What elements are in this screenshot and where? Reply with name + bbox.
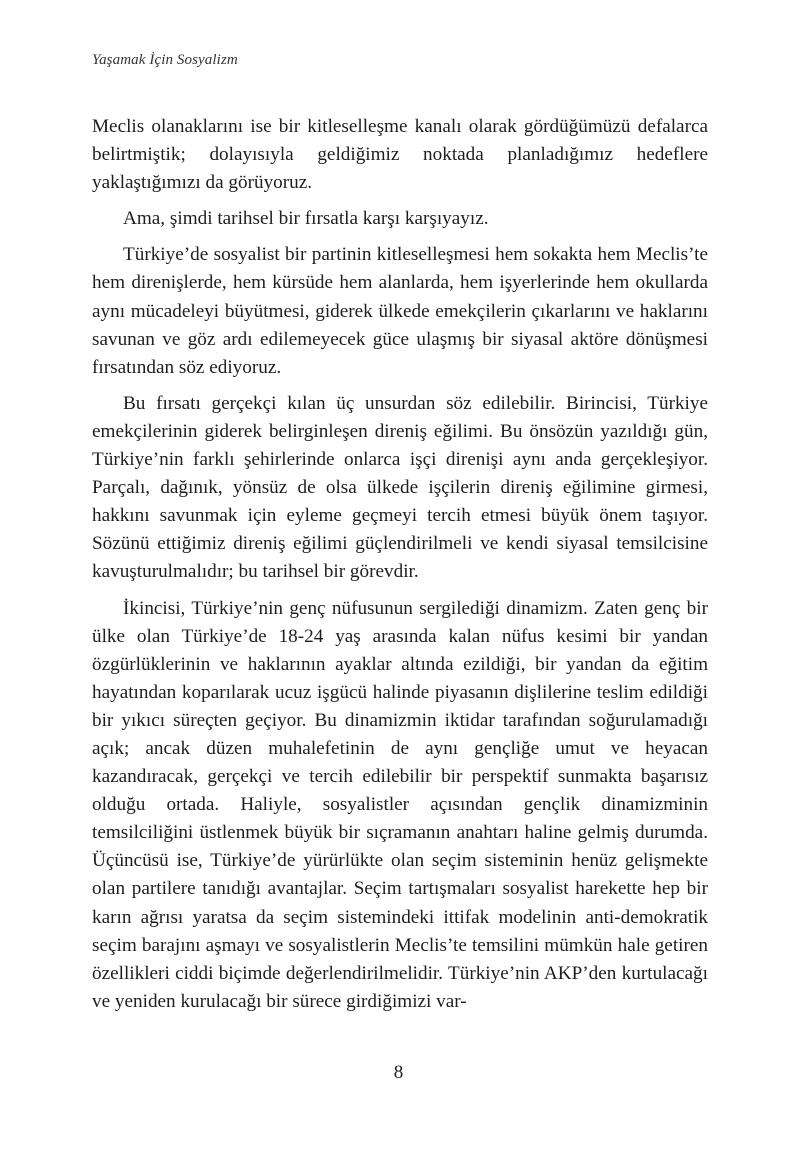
paragraph: Meclis olanaklarını ise bir kitleselleşme kanalı olarak gördüğümüzü defalarca belirtmiştik; dolayısıyla geldiğimiz noktada planladığımız hedeflere yaklaştığımızı da görüyoruz. xyxy=(92,116,708,194)
page-number: 8 xyxy=(393,1062,404,1083)
running-header: Yaşamak İçin Sosyalizm xyxy=(92,52,238,68)
paragraph: Türkiye’de sosyalist bir partinin kitleselleşmesi hem sokakta hem Meclis’te hem direnişlerde, hem kürsüde hem alanlarda, hem işyerlerinde hem okullarda aynı mücadeleyi büyütmesi, giderek ülkede emekçilerin çıkarlarını ve haklarını savunan ve göz ardı edilemeyecek güce ulaşmış bir siyasal aktöre dönüşmesi fırsatından söz ediyoruz. xyxy=(92,244,708,378)
paragraph: İkincisi, Türkiye’nin genç nüfusunun sergilediği dinamizm. Zaten genç bir ülke olan Türkiye’de 18-24 yaş arasında kalan nüfus kesimi bir yandan özgürlüklerinin ve haklarının ayaklar altında ezildiği, bir yandan da eğitim hayatından koparılarak ucuz işgücü halinde piyasanın dişlilerine teslim edildiği bir yıkıcı süreçten geçiyor. Bu dinamizmin iktidar tarafından soğurulamadığı açık; ancak düzen muhalefetinin de aynı gençliğe umut ve heyacan kazandıracak, gerçekçi ve tercih edilebilir bir perspektif sunmakta başarısız olduğu ortada. Haliyle, sosyalistler açısından gençlik dinamizminin temsilciliğini üstlenmek büyük bir sıçramanın anahtarı haline gelmiş durumda. Üçüncüsü ise, Türkiye’de yürürlükte olan seçim sisteminin henüz gelişmekte olan partilere tanıdığı avantajlar. Seçim tartışmaları sosyalist harekette hep bir karın ağrısı yaratsa da seçim sistemindeki ittifak modelinin anti-demokratik seçim barajını aşmayı ve sosyalistlerin Meclis’te temsilini mümkün hale getiren özellikleri ciddi biçimde değerlendirilmelidir. Türkiye’nin AKP’den kurtulacağı ve yeniden kurulacağı bir sürece girdiğimizi var- xyxy=(92,597,708,1012)
paragraph: Bu fırsatı gerçekçi kılan üç unsurdan söz edilebilir. Birincisi, Türkiye emekçilerinin giderek belirginleşen direniş eğilimi. Bu önsözün yazıldığı gün, Türkiye’nin farklı şehirlerinde onlarca işçi direnişi aynı anda gerçekleşiyor. Parçalı, dağınık, yönsüz de olsa ülkede işçilerin direniş eğilimine girmesi, hakkını savunmak için eyleme geçmeyi tercih etmesi büyük önem taşıyor. Sözünü ettiğimiz direniş eğilimi güçlendirilmeli ve kendi siyasal temsilcisine kavuşturulmalıdır; bu tarihsel bir görevdir. xyxy=(92,392,708,583)
body-text xyxy=(92,113,708,1024)
paragraph: Ama, şimdi tarihsel bir fırsatla karşı karşıyayız. xyxy=(123,208,489,230)
